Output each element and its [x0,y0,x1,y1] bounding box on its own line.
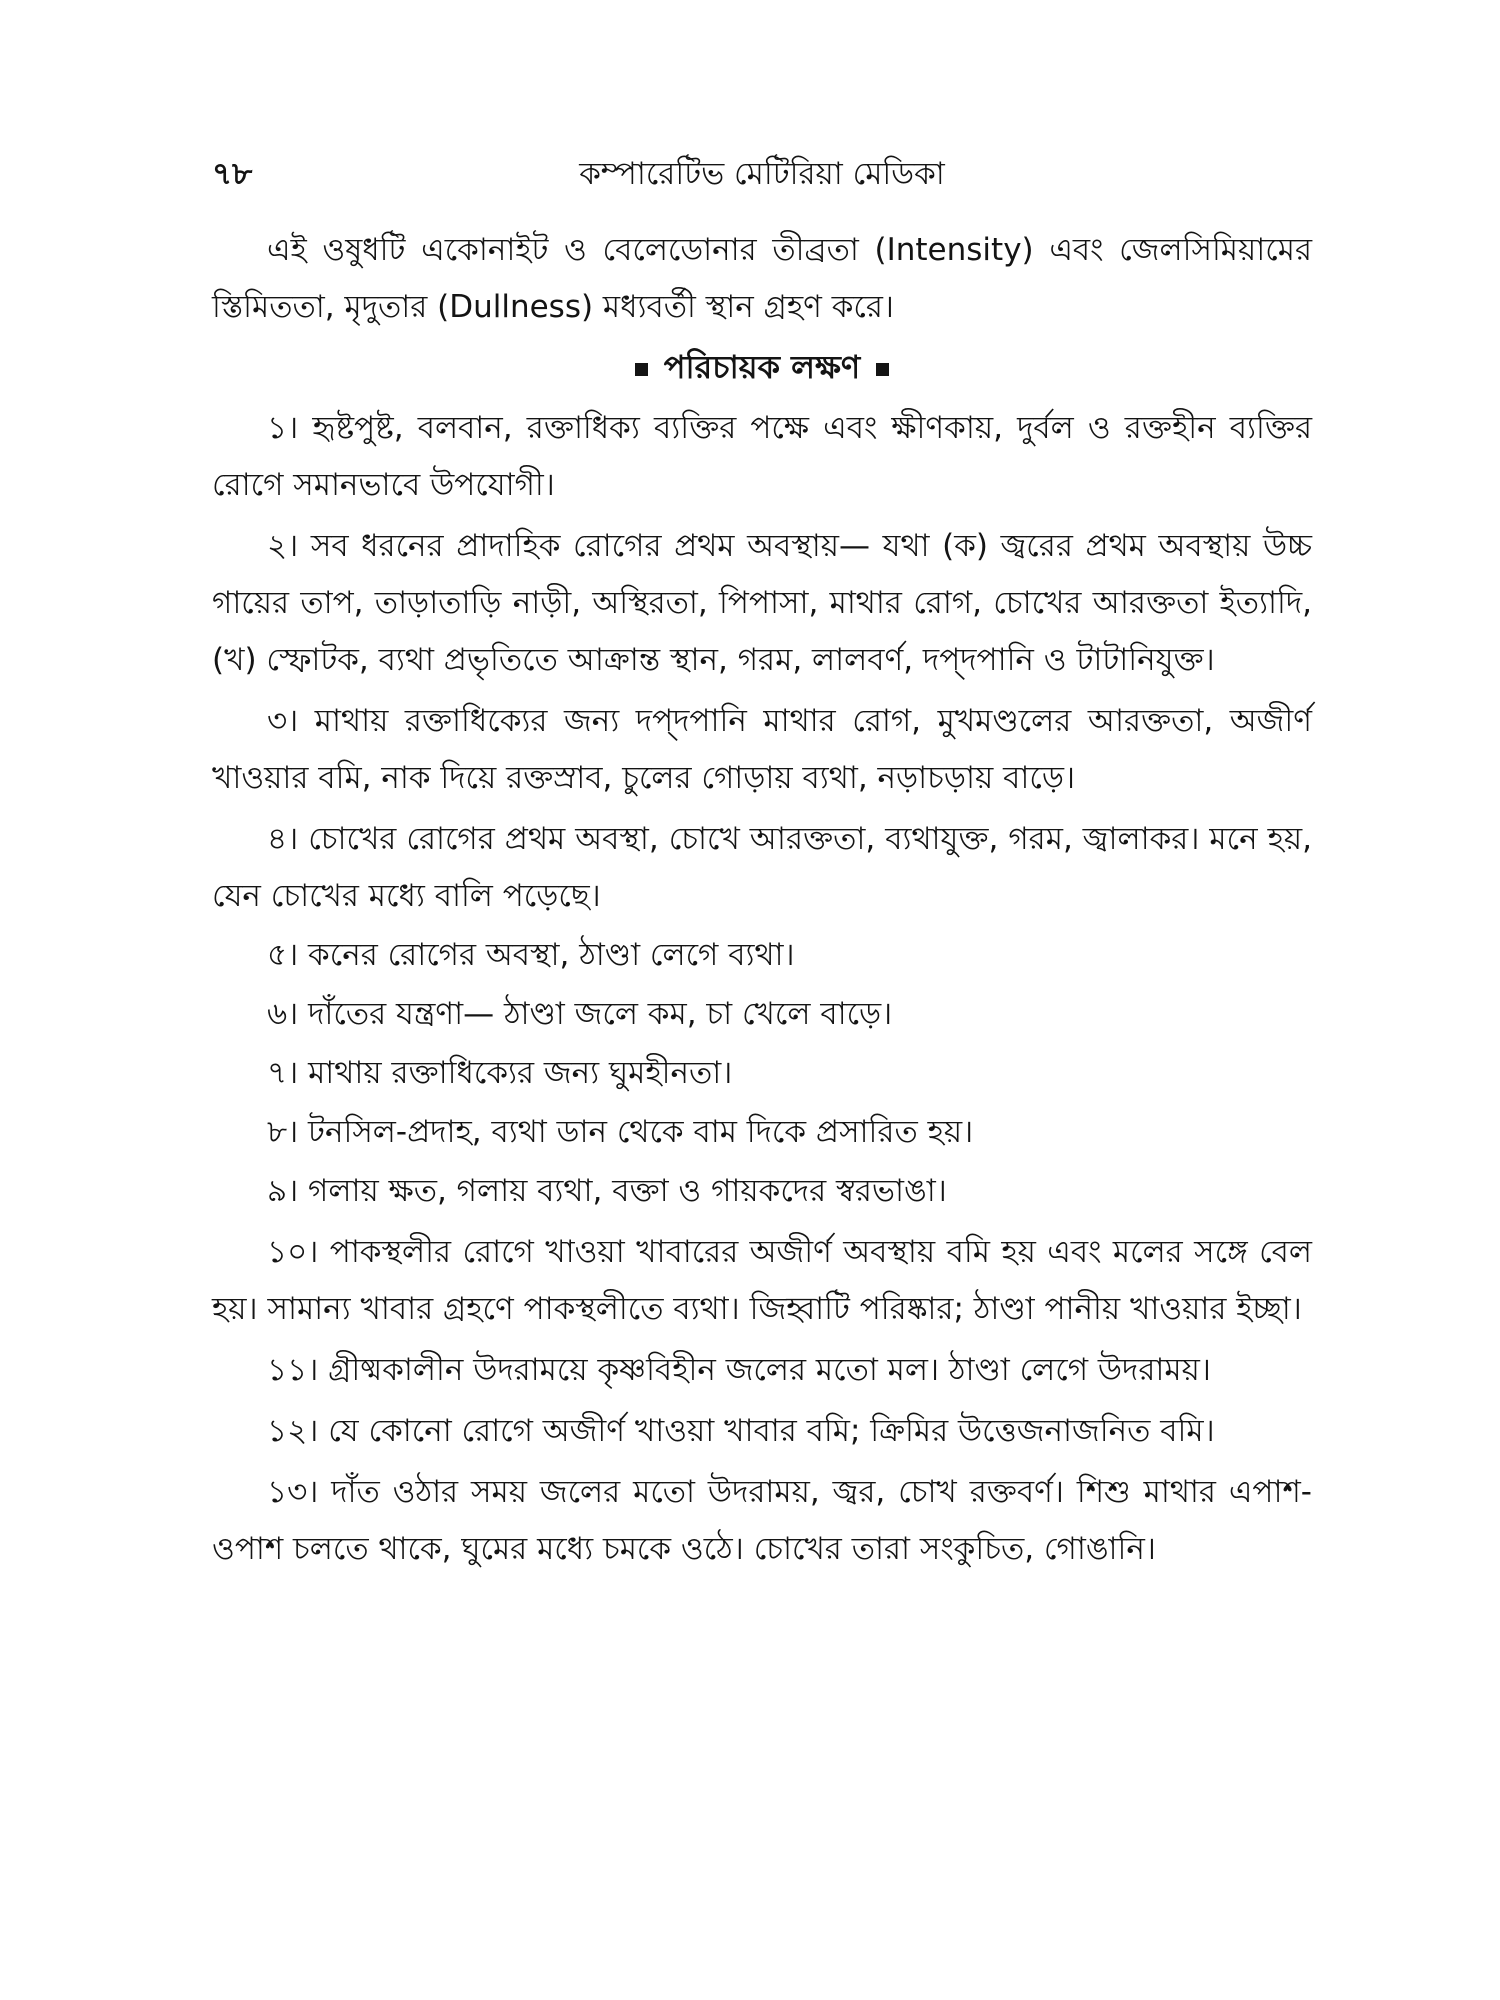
symptom-item: ১২। যে কোনো রোগে অজীর্ণ খাওয়া খাবার বমি; ক্রিমির উত্তেজনাজনিত বমি। [267,1413,1215,1449]
symptom-item: ১৩। দাঁত ওঠার সময় জলের মতো উদরাময়, জ্বর, চোখ রক্তবর্ণ। শিশু মাথার এপাশ-ওপাশ চলতে থাকে, ঘুমের মধ্যে চমকে ওঠে। চোখের তারা সংকুচিত, গোঙানি। [212,1474,1312,1567]
symptom-item: ৭। মাথায় রক্তাধিক্যের জন্য ঘুমহীনতা। [267,1055,733,1091]
symptom-item: ২। সব ধরনের প্রাদাহিক রোগের প্রথম অবস্থায়— যথা (ক) জ্বরের প্রথম অবস্থায় উচ্চ গায়ের তাপ, তাড়াতাড়ি নাড়ী, অস্থিরতা, পিপাসা, মাথার রোগ, চোখের আরক্ততা ইত্যাদি, (খ) স্ফোটক, ব্যথা প্রভৃতিতে আক্রান্ত স্থান, গরম, লালবর্ণ, দপ্‌দপানি ও টাটানিযুক্ত। [212,528,1312,678]
section-heading-text: পরিচায়ক লক্ষণ [663,348,861,386]
square-bullet-icon [635,363,648,376]
symptom-item: ৩। মাথায় রক্তাধিক্যের জন্য দপ্‌দপানি মাথার রোগ, মুখমণ্ডলের আরক্ততা, অজীর্ণ খাওয়ার বমি, নাক দিয়ে রক্তস্রাব, চুলের গোড়ায় ব্যথা, নড়াচড়ায় বাড়ে। [212,703,1312,796]
symptom-item: ১। হৃষ্টপুষ্ট, বলবান, রক্তাধিক্য ব্যক্তির পক্ষে এবং ক্ষীণকায়, দুর্বল ও রক্তহীন ব্যক্তির রোগে সমানভাবে উপযোগী। [212,410,1312,503]
section-heading [212,338,1312,396]
intro-paragraph: এই ওষুধটি একোনাইট ও বেলেডোনার তীব্রতা (Intensity) এবং জেলসিমিয়ামের স্তিমিততা, মৃদুতার (Dullness) মধ্যবর্তী স্থান গ্রহণ করে। [212,232,1312,325]
symptom-item: ১০। পাকস্থলীর রোগে খাওয়া খাবারের অজীর্ণ অবস্থায় বমি হয় এবং মলের সঙ্গে বেল হয়। সামান্য খাবার গ্রহণে পাকস্থলীতে ব্যথা। জিহ্বাটি পরিষ্কার; ঠাণ্ডা পানীয় খাওয়ার ইচ্ছা। [212,1234,1312,1327]
page-header [212,150,1312,210]
square-bullet-icon [876,363,889,376]
symptom-item: ৯। গলায় ক্ষত, গলায় ব্যথা, বক্তা ও গায়কদের স্বরভাঙা। [267,1173,947,1209]
symptom-item: ১১। গ্রীষ্মকালীন উদরাময়ে কৃষ্ণবিহীন জলের মতো মল। ঠাণ্ডা লেগে উদরাময়। [267,1352,1211,1388]
page-number: ৭৮ [212,156,253,192]
symptom-item: ৮। টনসিল-প্রদাহ, ব্যথা ডান থেকে বাম দিকে প্রসারিত হয়। [267,1114,974,1150]
book-page [212,150,1312,1910]
running-title: কম্পারেটিভ মেটিরিয়া মেডিকা [579,156,945,192]
symptom-item: ৬। দাঁতের যন্ত্রণা— ঠাণ্ডা জলে কম, চা খেলে বাড়ে। [267,996,893,1032]
symptom-item: ৫। কনের রোগের অবস্থা, ঠাণ্ডা লেগে ব্যথা। [267,937,795,973]
symptom-item: ৪। চোখের রোগের প্রথম অবস্থা, চোখে আরক্ততা, ব্যথাযুক্ত, গরম, জ্বালাকর। মনে হয়, যেন চোখের মধ্যে বালি পড়েছে। [212,821,1312,914]
